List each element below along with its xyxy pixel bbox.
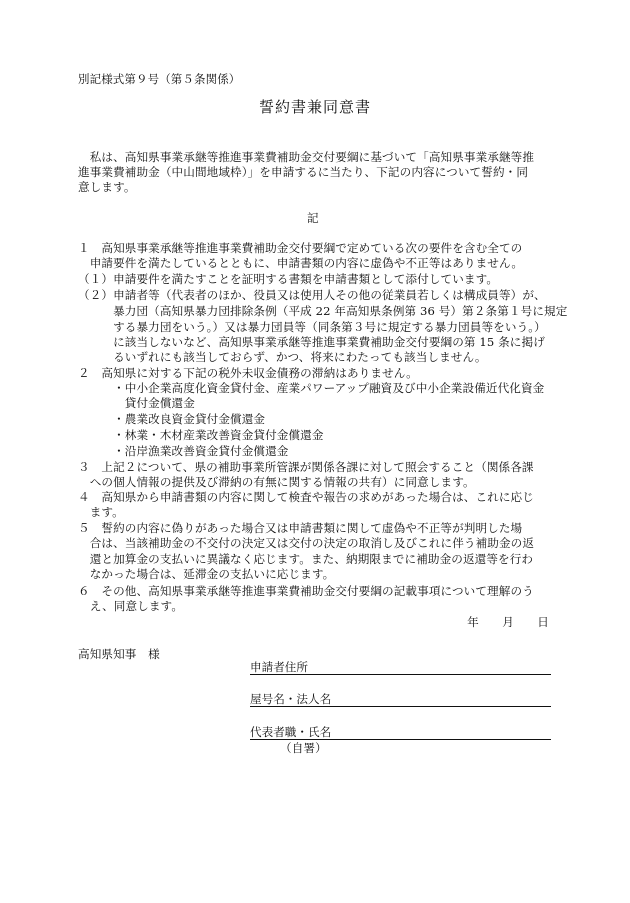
representative-name-field[interactable] [250, 725, 551, 740]
item-line: ・林業・木材産業改善資金貸付金償還金 [78, 428, 324, 442]
page-title: 誓約書兼同意書 [258, 98, 371, 116]
item-line: るいずれにも該当しておらず、かつ、将来にわたっても該当しません。 [78, 350, 487, 364]
item-line: １ 高知県事業承継等推進事業費補助金交付要綱で定めている次の要件を含む全ての [78, 241, 523, 255]
item-line: 還と加算金の支払いに異議なく応じます。また、納期限までに補助金の返還等を行わ [78, 552, 534, 566]
applicant-address-field[interactable] [250, 660, 551, 675]
item-line: え、同意します。 [78, 599, 184, 613]
item-line: ます。 [78, 505, 124, 519]
item-line: ３ 上記２について、県の補助事業所管課が関係各課に対して照会すること（関係各課 [78, 460, 534, 474]
item-line: ５ 誓約の内容に偽りがあった場合又は申請書類に関して虚偽や不正等が判明した場 [78, 521, 523, 535]
item-line: ・沿岸漁業改善資金貸付金償還金 [78, 444, 289, 458]
item-line: に該当しないなど、高知県事業承継等推進事業費補助金交付要綱の第 15 条に掲げ [78, 335, 545, 349]
item-line: 貸付金償還金 [78, 396, 195, 410]
item-line: ４ 高知県から申請書類の内容に関して検査や報告の求めがあった場合は、これに応じ [78, 490, 534, 504]
item-line: ２ 高知県に対する下記の税外未収金債務の滞納はありません。 [78, 366, 418, 380]
item-line: ・農業改良資金貸付金償還金 [78, 412, 266, 426]
form-number: 別記様式第９号（第５条関係） [78, 72, 241, 86]
intro-line: 意します。 [78, 180, 136, 194]
company-name-label: 屋号名・法人名 [250, 692, 332, 706]
item-line: （１）申請要件を満たすことを証明する書類を申請書類として添付しています。 [78, 272, 499, 286]
item-line: なかった場合は、延滞金の支払いに応じます。 [78, 567, 335, 581]
applicant-address-label: 申請者住所 [250, 660, 308, 674]
date-line: 年 月 日 [467, 615, 549, 629]
intro-line: 進事業費補助金（中山間地域枠）」を申請するに当たり、下記の内容について誓約・同 [78, 165, 529, 179]
ki-heading: 記 [307, 211, 319, 225]
representative-name-label: 代表者職・氏名 [250, 725, 332, 739]
item-line: 申請要件を満たしているとともに、申請書類の内容に虚偽や不正等はありません。 [78, 256, 524, 270]
item-line: への個人情報の提供及び滞納の有無に関する情報の共有）に同意します。 [78, 475, 475, 489]
item-line: （２）申請者等（代表者のほか、役員又は使用人その他の従業員若しくは構成員等）が、 [78, 288, 546, 302]
company-name-field[interactable] [250, 692, 551, 707]
item-line: ・中小企業高度化資金貸付金、産業パワーアップ融資及び中小企業設備近代化資金 [78, 381, 545, 395]
intro-line: 私は、高知県事業承継等推進事業費補助金交付要綱に基づいて「高知県事業承継等推 [78, 150, 535, 164]
item-line: ６ その他、高知県事業承継等推進事業費補助金交付要綱の記載事項について理解のう [78, 584, 534, 598]
item-line: する暴力団をいう。）又は暴力団員等（同条第３号に規定する暴力団員等をいう。） [78, 320, 546, 334]
item-line: 暴力団（高知県暴力団排除条例（平成 22 年高知県条例第 36 号）第２条第１号に規定 [78, 304, 568, 318]
item-line: 合は、当該補助金の不交付の決定又は交付の決定の取消し及びこれに伴う補助金の返 [78, 536, 535, 550]
signature-note: （自署） [280, 741, 327, 755]
addressee: 高知県知事 様 [78, 647, 160, 661]
